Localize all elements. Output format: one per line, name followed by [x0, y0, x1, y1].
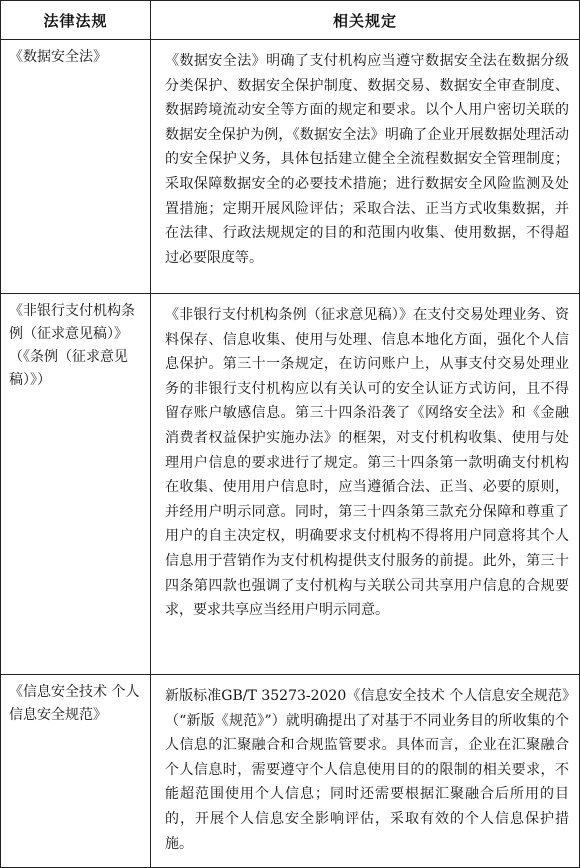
table-row	[1, 294, 580, 675]
law-cell	[1, 294, 151, 675]
content-cell	[151, 40, 580, 294]
header-provisions: 相关规定	[151, 1, 580, 40]
table-row	[1, 40, 580, 294]
law-cell	[1, 675, 151, 868]
provision-text: 《数据安全法》明确了支付机构应当遵守数据安全法在数据分级分类保护、数据安全保护制度、数据交易、数据安全审查制度、数据跨境流动安全等方面的规定和要求。以个人用户密切关联的数据安全保护为例，《数据安全法》明确了企业开展数据处理活动的安全保护义务，具体包括建立健全全流程数据安全管理制度；采取保障数据安全的必要技术措施；进行数据安全风险监测及处置措施；定期开展风险评估；采取合法、正当方式收集数据，并在法律、行政法规规定的目的和范围内收集、使用数据，不得超过必要限度等。	[165, 53, 569, 266]
header-law: 法律法规	[1, 1, 151, 40]
law-cell	[1, 40, 151, 294]
table-header-row	[1, 1, 580, 40]
provision-text: 新版标准GB/T 35273-2020《信息安全技术 个人信息安全规范》（“新版《规范》”）就明确提出了对基于不同业务目的所收集的个人信息的汇聚融合和合规监管要求。具体而言，企业在汇聚融合个人信息时，需要遵守个人信息使用目的的限制的相关要求，不能超范围使用个人信息；同时还需要根据汇聚融合后所用的目的，开展个人信息安全影响评估，采取有效的个人信息保护措施。	[165, 688, 569, 852]
law-name: 《数据安全法》	[9, 49, 107, 65]
content-cell	[151, 294, 580, 675]
table-row	[1, 675, 580, 868]
content-cell	[151, 675, 580, 868]
provision-text: 《非银行支付机构条例（征求意见稿）》在支付交易处理业务、资料保存、信息收集、使用与处理、信息本地化方面，强化个人信息保护。第三十一条规定，在访问账户上，从事支付交易处理业务的非银行支付机构应以有关认可的安全认证方式访问，且不得留存账户敏感信息。第三十四条沿袭了《网络安全法》和《金融消费者权益保护实施办法》的框架，对支付机构收集、使用与处理用户信息的要求进行了规定。第三十四条第一款明确支付机构在收集、使用用户信息时，应当遵循合法、正当、必要的原则，并经用户明示同意。同时，第三十四条第三款充分保障和尊重了用户的自主决定权，明确要求支付机构不得将用户同意将其个人信息用于营销作为支付机构提供支付服务的前提。此外，第三十四条第四款也强调了支付机构与关联公司共享用户信息的合规要求，要求共享应当经用户明示同意。	[165, 307, 569, 619]
law-name: 《非银行支付机构条例（征求意见稿）》（《条例（征求意见稿）》）	[9, 303, 135, 388]
law-name: 《信息安全技术 个人信息安全规范》	[9, 684, 140, 723]
